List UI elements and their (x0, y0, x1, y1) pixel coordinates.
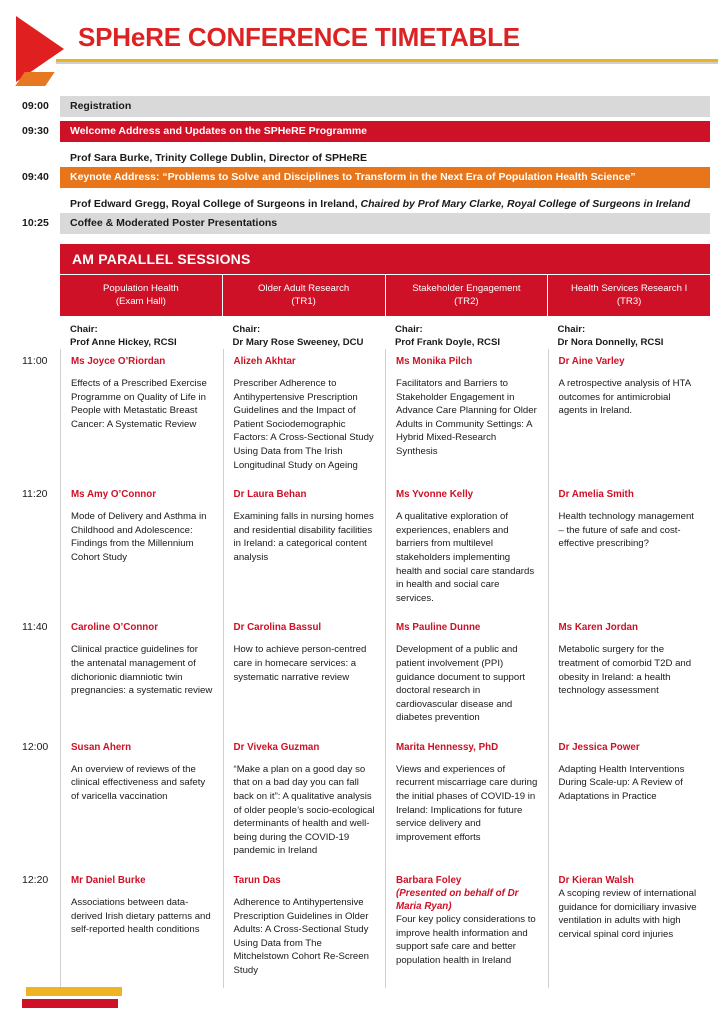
talk-cell (548, 868, 711, 988)
am-parallel-sessions (22, 244, 710, 988)
talk-cell (548, 735, 711, 868)
track-room: (TR1) (291, 296, 316, 307)
talk-speaker: Dr Carolina Bassul (233, 622, 322, 634)
talk-speaker: Dr Viveka Guzman (233, 741, 320, 753)
plenary-label: Welcome Address and Updates on the SPHeRE Programme (60, 121, 710, 142)
plenary-speaker: Prof Sara Burke, Trinity College Dublin, Director of SPHeRE (70, 152, 367, 164)
plenary-schedule (0, 96, 724, 234)
talk-cell (548, 349, 711, 482)
talk-slot-time: 12:00 (22, 740, 49, 753)
talk-speaker: Tarun Das (233, 875, 281, 887)
plenary-speaker-name: Prof Edward Gregg, Royal College of Surgeons in Ireland, (70, 198, 358, 210)
talk-cell (223, 735, 386, 868)
track-name: Older Adult Research (258, 283, 350, 294)
talk-title: Four key policy considerations to improve health information and support safe care and better population health in Ireland (396, 914, 536, 966)
chair-label: Chair: (395, 324, 423, 335)
plenary-label: Keynote Address: “Problems to Solve and Disciplines to Transform in the Next Era of Population Health Science” (60, 167, 710, 188)
track-header-older-adult-research (222, 275, 385, 316)
talk-slot-time: 11:20 (22, 488, 48, 501)
talk-title: Facilitators and Barriers to Stakeholder Engagement in Advance Care Planning for Older Adults in Community Settings: A Hybrid Mixed-Research Synthesis (396, 378, 537, 457)
talk-cell (385, 349, 548, 482)
talk-slot-time: 12:20 (22, 874, 49, 887)
talk-speaker: Dr Amelia Smith (558, 489, 634, 501)
talk-title: Mode of Delivery and Asthma in Childhood and Adolescence: Findings from the Millennium Cohort Study (71, 511, 207, 563)
talk-speaker: Alizeh Akhtar (233, 356, 296, 367)
talk-speaker: Ms Yvonne Kelly (396, 489, 474, 501)
talk-title: An overview of reviews of the clinical effectiveness and safety of varicella vaccination (71, 763, 206, 803)
talk-title: Examining falls in nursing homes and residential disability facilities in Ireland: a categorical content analysis (233, 511, 374, 563)
chair-label: Chair: (557, 324, 586, 335)
talk-speaker-note: (Presented on behalf of Dr Maria Ryan) (396, 888, 519, 913)
header-rule-grey (56, 62, 718, 64)
talk-title: A qualitative exploration of experiences, enablers and barriers from multilevel stakeholders implementing health and social care standards in health and social care services. (396, 511, 535, 604)
chair-row (60, 316, 710, 349)
talk-title: Development of a public and patient involvement (PPI) guidance document to support doctoral research in cardiovascular disease and diabetes prevention (396, 644, 526, 724)
track-header-population-health (60, 275, 222, 316)
track-header-health-services-research (547, 275, 710, 316)
track-name: Health Services Research I (571, 283, 688, 294)
track-name: Stakeholder Engagement (412, 283, 521, 294)
chair-stakeholder-engagement (385, 323, 548, 349)
sphere-logo-triangle-icon (16, 16, 72, 88)
talk-speaker: Ms Monika Pilch (396, 356, 473, 367)
plenary-label: Registration (60, 96, 710, 117)
talk-speaker: Ms Joyce O’Riordan (71, 356, 166, 367)
chair-name: Prof Frank Doyle, RCSI (395, 337, 501, 348)
talk-title: Views and experiences of recurrent miscarriage care during the initial phases of COVID-19 in Ireland: Implications for future service delivery and improvement efforts (396, 763, 538, 843)
talk-speaker: Dr Jessica Power (558, 741, 640, 753)
talk-cell (60, 735, 223, 868)
talk-title: A scoping review of international guidance for domiciliary invasive ventilation in adults with high cervical spinal cord injuries (558, 888, 697, 940)
talk-row (22, 615, 710, 735)
talk-speaker: Dr Aine Varley (558, 356, 625, 367)
chair-population-health (60, 323, 223, 349)
talk-row (22, 482, 710, 615)
talk-slot-time: 11:00 (22, 355, 48, 367)
track-name: Population Health (103, 283, 179, 294)
talk-cell (223, 868, 386, 988)
talk-cell (548, 482, 711, 615)
talk-slot-time: 11:40 (22, 621, 48, 634)
talk-cell (223, 482, 386, 615)
footer-bar-yellow (26, 987, 122, 996)
talk-speaker: Caroline O’Connor (71, 622, 159, 634)
talk-cell (385, 482, 548, 615)
talk-speaker: Dr Laura Behan (233, 489, 307, 501)
footer-brand-bars (22, 987, 132, 1008)
parallel-sessions-title: AM PARALLEL SESSIONS (60, 244, 710, 274)
talk-cell (223, 349, 386, 482)
talk-speaker: Marita Hennessy, PhD (396, 741, 499, 753)
talk-speaker-name: Barbara Foley (396, 875, 462, 887)
page-header (0, 0, 724, 96)
talk-speaker: Ms Amy O’Connor (71, 489, 157, 501)
talk-title: A retrospective analysis of HTA outcomes for antimicrobial agents in Ireland. (558, 378, 691, 417)
talk-title: How to achieve person-centred care in homecare services: a systematic narrative review (233, 644, 367, 683)
plenary-time: 10:25 (22, 217, 49, 229)
talk-cell (548, 615, 711, 735)
chair-label: Chair: (70, 324, 98, 335)
talk-title: Adapting Health Interventions During Scale-up: A Review of Adaptations in Practice (558, 763, 685, 803)
talk-row (22, 868, 710, 988)
talk-cell (60, 615, 223, 735)
talk-row (22, 735, 710, 868)
plenary-item-coffee (0, 213, 710, 234)
talk-speaker: Ms Karen Jordan (558, 622, 638, 634)
plenary-time: 09:40 (22, 171, 49, 183)
talk-title: Associations between data-derived Irish dietary patterns and self-reported health conditions (71, 897, 211, 936)
talk-cell (385, 615, 548, 735)
chair-name: Dr Mary Rose Sweeney, DCU (232, 337, 364, 348)
talk-speaker (396, 874, 539, 913)
plenary-item-registration (0, 96, 710, 117)
talk-title: Prescriber Adherence to Antihypertensive Prescription Guidelines and the Impact of Patient Sociodemographic Factors: A Cross-Sectional Study Using Data from The Irish Longitudinal Study on Ageing (233, 378, 374, 471)
plenary-label: Coffee & Moderated Poster Presentations (60, 213, 710, 234)
talk-cell (223, 615, 386, 735)
chair-health-services-research (548, 323, 711, 349)
plenary-time: 09:00 (22, 100, 49, 112)
track-room: (Exam Hall) (115, 296, 166, 307)
talk-title: Metabolic surgery for the treatment of comorbid T2D and obesity in Ireland: a health technology assessment (558, 644, 692, 697)
talk-title: Effects of a Prescribed Exercise Programme on Quality of Life in People with Metastatic Breast Cancer: A Systematic Review (71, 378, 207, 430)
talk-cell (385, 735, 548, 868)
talk-cell (60, 482, 223, 615)
chair-label: Chair: (232, 324, 261, 335)
track-room: (TR2) (454, 296, 479, 307)
talk-speaker: Dr Kieran Walsh (558, 875, 634, 887)
talk-cell (60, 868, 223, 988)
track-header-stakeholder-engagement (385, 275, 548, 316)
plenary-item-welcome (0, 121, 710, 167)
talk-speaker: Susan Ahern (71, 741, 132, 753)
chair-name: Dr Nora Donnelly, RCSI (557, 337, 664, 348)
talk-title: Clinical practice guidelines for the antenatal management of dichorionic diamniotic twin pregnancies: a systematic review (71, 644, 213, 697)
talk-title: Health technology management – the future of safe and cost-effective prescribing? (558, 511, 694, 550)
chair-name: Prof Anne Hickey, RCSI (70, 337, 177, 348)
talk-cell (60, 349, 223, 482)
talk-speaker: Ms Pauline Dunne (396, 622, 481, 634)
plenary-speaker-chair: Chaired by Prof Mary Clarke, Royal College of Surgeons in Ireland (357, 198, 691, 210)
track-room: (TR3) (616, 296, 642, 307)
plenary-item-keynote (0, 167, 710, 213)
talk-row (22, 349, 710, 482)
talk-title: “Make a plan on a good day so that on a bad day you can fall back on it”: A qualitative analysis of older people’s socio-ecological determinants of health and well-being during the COVID-19 pandemic in Ireland (233, 763, 375, 857)
plenary-speaker (60, 192, 710, 213)
talk-title: Adherence to Antihypertensive Prescription Guidelines in Older Adults: A Cross-Sectional Study Using Data from The Mitchelstown Cohort Re-Screen Study (233, 897, 369, 976)
track-header-row (60, 275, 710, 316)
page-title: SPHeRE CONFERENCE TIMETABLE (78, 22, 520, 52)
chair-older-adult-research (223, 323, 386, 349)
plenary-time: 09:30 (22, 125, 49, 137)
talk-cell (385, 868, 548, 988)
talk-speaker: Mr Daniel Burke (71, 875, 146, 887)
footer-bar-red (22, 999, 118, 1008)
